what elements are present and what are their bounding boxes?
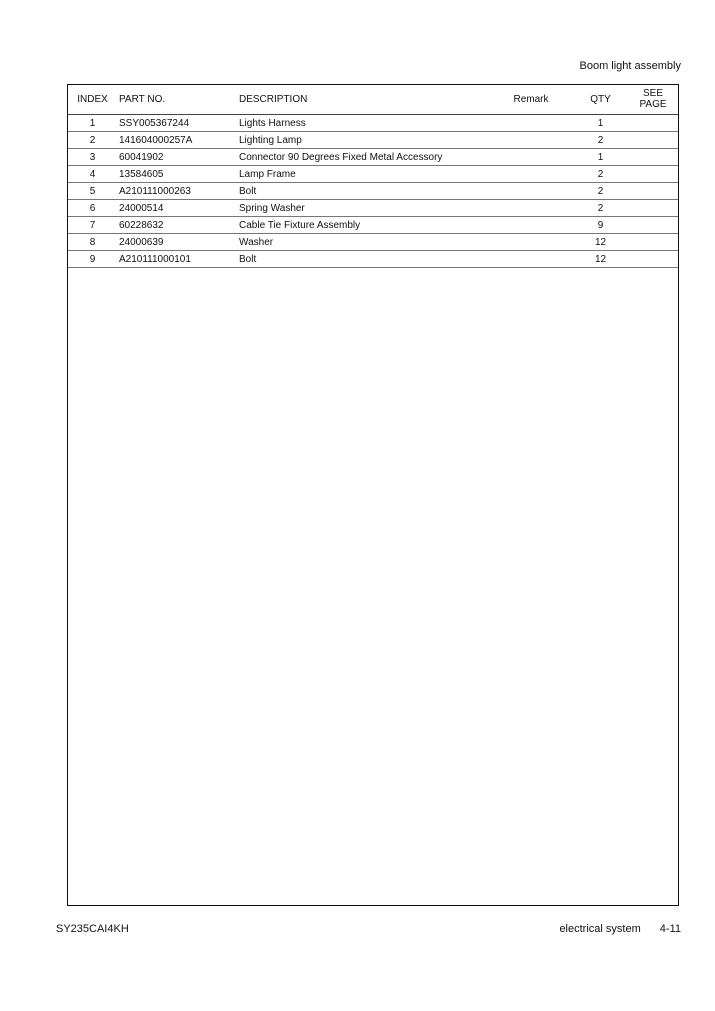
table-row: [68, 132, 678, 149]
table-row: [68, 251, 678, 268]
cell-remark: [489, 166, 573, 183]
cell-index: 9: [68, 251, 117, 268]
cell-index: 2: [68, 132, 117, 149]
column-header-remark: Remark: [489, 85, 573, 115]
cell-description: Washer: [239, 234, 489, 251]
cell-remark: [489, 183, 573, 200]
table-row: [68, 234, 678, 251]
cell-part-no: 24000639: [117, 234, 239, 251]
table-row: [68, 166, 678, 183]
cell-see-page: [628, 166, 678, 183]
cell-remark: [489, 149, 573, 166]
cell-qty: 2: [573, 166, 628, 183]
cell-description: Connector 90 Degrees Fixed Metal Accessory: [239, 149, 489, 166]
cell-part-no: A210111000263: [117, 183, 239, 200]
column-header-description: DESCRIPTION: [239, 85, 489, 115]
cell-see-page: [628, 251, 678, 268]
table-row: [68, 200, 678, 217]
cell-remark: [489, 234, 573, 251]
cell-part-no: 13584605: [117, 166, 239, 183]
cell-qty: 2: [573, 183, 628, 200]
table-row: [68, 183, 678, 200]
cell-remark: [489, 200, 573, 217]
parts-list-frame: [67, 84, 679, 906]
cell-part-no: 24000514: [117, 200, 239, 217]
cell-see-page: [628, 217, 678, 234]
cell-description: Cable Tie Fixture Assembly: [239, 217, 489, 234]
parts-table: [68, 85, 678, 268]
table-header-row: [68, 85, 678, 115]
footer-section: electrical system: [559, 923, 641, 935]
column-header-qty: QTY: [573, 85, 628, 115]
cell-index: 4: [68, 166, 117, 183]
cell-part-no: 60041902: [117, 149, 239, 166]
cell-index: 1: [68, 115, 117, 132]
cell-see-page: [628, 183, 678, 200]
cell-remark: [489, 132, 573, 149]
cell-description: Lighting Lamp: [239, 132, 489, 149]
cell-qty: 9: [573, 217, 628, 234]
footer-model: SY235CAI4KH: [56, 923, 129, 935]
cell-part-no: SSY005367244: [117, 115, 239, 132]
page-title: Boom light assembly: [579, 60, 681, 72]
column-header-index: INDEX: [68, 85, 117, 115]
cell-part-no: 141604000257A: [117, 132, 239, 149]
cell-description: Spring Washer: [239, 200, 489, 217]
parts-table-body: [68, 115, 678, 268]
footer-section-page: [559, 923, 681, 935]
cell-qty: 2: [573, 200, 628, 217]
cell-qty: 2: [573, 132, 628, 149]
footer-page-number: 4-11: [659, 923, 681, 935]
see-page-line2: PAGE: [639, 99, 667, 110]
cell-remark: [489, 217, 573, 234]
cell-see-page: [628, 149, 678, 166]
table-row: [68, 217, 678, 234]
cell-description: Lights Harness: [239, 115, 489, 132]
cell-description: Bolt: [239, 183, 489, 200]
cell-index: 7: [68, 217, 117, 234]
column-header-part-no: PART NO.: [117, 85, 239, 115]
cell-see-page: [628, 234, 678, 251]
cell-see-page: [628, 115, 678, 132]
cell-index: 3: [68, 149, 117, 166]
table-row: [68, 149, 678, 166]
cell-see-page: [628, 132, 678, 149]
cell-index: 6: [68, 200, 117, 217]
cell-description: Lamp Frame: [239, 166, 489, 183]
see-page-line1: SEE: [642, 88, 663, 99]
cell-part-no: A210111000101: [117, 251, 239, 268]
cell-index: 8: [68, 234, 117, 251]
cell-remark: [489, 115, 573, 132]
cell-qty: 1: [573, 115, 628, 132]
cell-part-no: 60228632: [117, 217, 239, 234]
cell-index: 5: [68, 183, 117, 200]
cell-description: Bolt: [239, 251, 489, 268]
cell-qty: 12: [573, 234, 628, 251]
cell-qty: 1: [573, 149, 628, 166]
cell-qty: 12: [573, 251, 628, 268]
cell-see-page: [628, 200, 678, 217]
column-header-see-page: [628, 85, 678, 115]
table-row: [68, 115, 678, 132]
cell-remark: [489, 251, 573, 268]
